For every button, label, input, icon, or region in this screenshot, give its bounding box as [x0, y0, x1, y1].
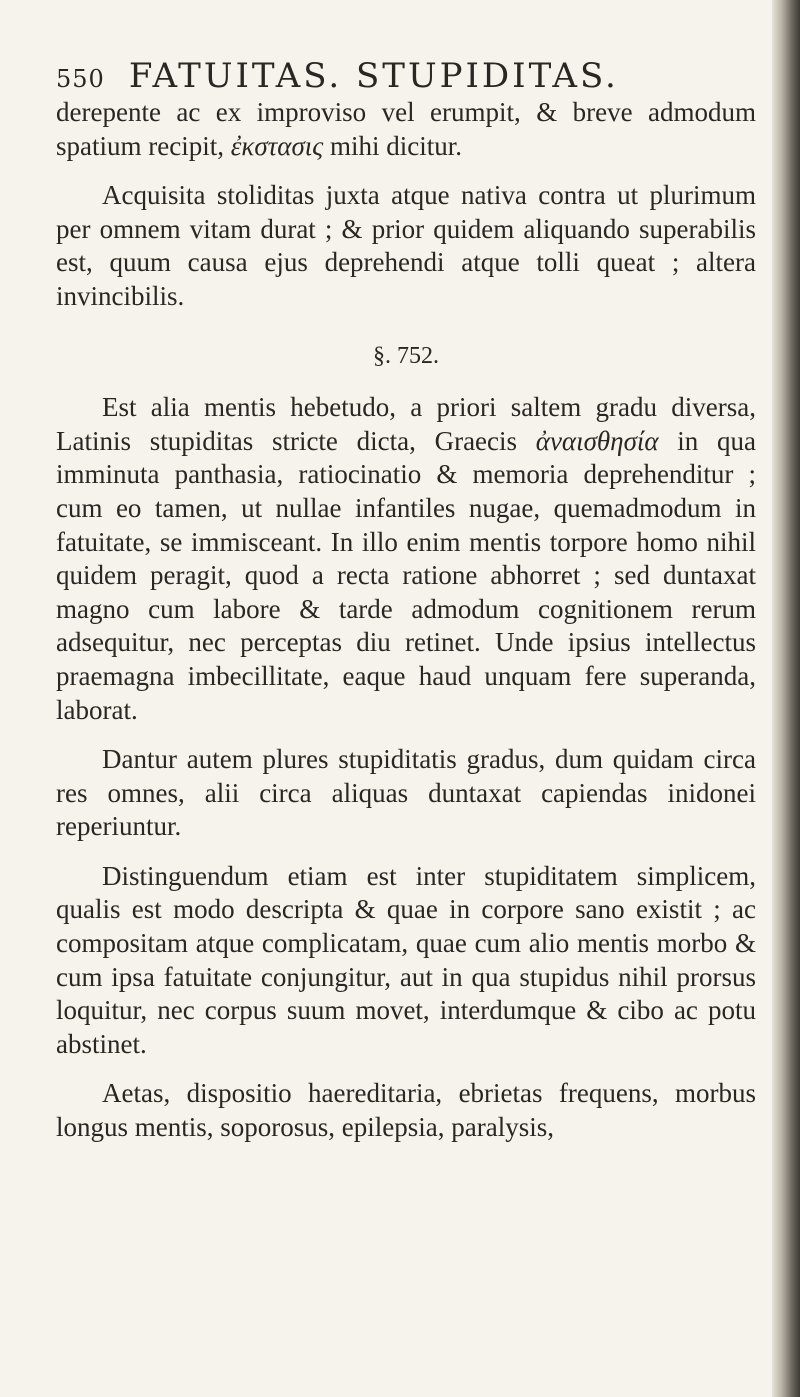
- paragraph-continuation: derepente ac ex improviso vel erumpit, & breve admodum spatium recipit, ἐκστασις mihi dicitur.: [56, 97, 756, 161]
- page-gutter-shadow: [772, 0, 800, 1397]
- paragraph-acquisita: Acquisita stoliditas juxta atque nativa contra ut plurimum per omnem vitam durat ; & prior quidem aliquando superabilis est, quum causa ejus deprehendi atque tolli queat ; altera invincibilis.: [56, 180, 756, 311]
- paragraph-aetas: Aetas, dispositio haereditaria, ebrietas frequens, morbus longus mentis, soporosus, epilepsia, paralysis,: [56, 1078, 756, 1143]
- paragraph-est-alia: Est alia mentis hebetudo, a priori saltem gradu diversa, Latinis stupiditas stricte dicta, Graecis ἀναισθησία in qua imminuta panthasia, ratiocinatio & memoria deprehenditur ; cum eo tamen, ut nullae infantiles nugae, quemadmodum in fatuitate, se immisceant. In illo enim mentis torpore homo nihil quidem peragit, quod a recta ratione abhorret ; sed duntaxat magno cum labore & tarde admodum cognitionem rerum adsequitur, nec perceptas diu retinet. Unde ipsius intellectus praemagna imbecillitate, eaque haud unquam fere superanda, laborat.: [56, 392, 756, 725]
- paragraph-dantur: Dantur autem plures stupiditatis gradus, dum quidam circa res omnes, alii circa aliquas duntaxat capiendas inidonei reperiuntur.: [56, 744, 756, 842]
- running-title: FATUITAS. STUPIDITAS.: [128, 56, 619, 96]
- paragraph-distinguendum: Distinguendum etiam est inter stupiditatem simplicem, qualis est modo descripta & quae in corpore sano existit ; ac compositam atque complicatam, quae cum alio mentis morbo & cum ipsa fatuitate conjungitur, aut in qua stupidus nihil prorsus loquitur, nec corpus suum movet, interdumque & cibo ac potu abstinet.: [56, 860, 756, 1059]
- greek-term-ekstasis: ἐκστασις: [230, 130, 324, 161]
- greek-term-anaisthesia: ἀναισθησία: [535, 425, 659, 456]
- page-number: 550: [56, 65, 105, 93]
- section-number: §. 752.: [373, 342, 439, 369]
- running-header: [56, 56, 740, 96]
- text-body: [56, 96, 756, 1145]
